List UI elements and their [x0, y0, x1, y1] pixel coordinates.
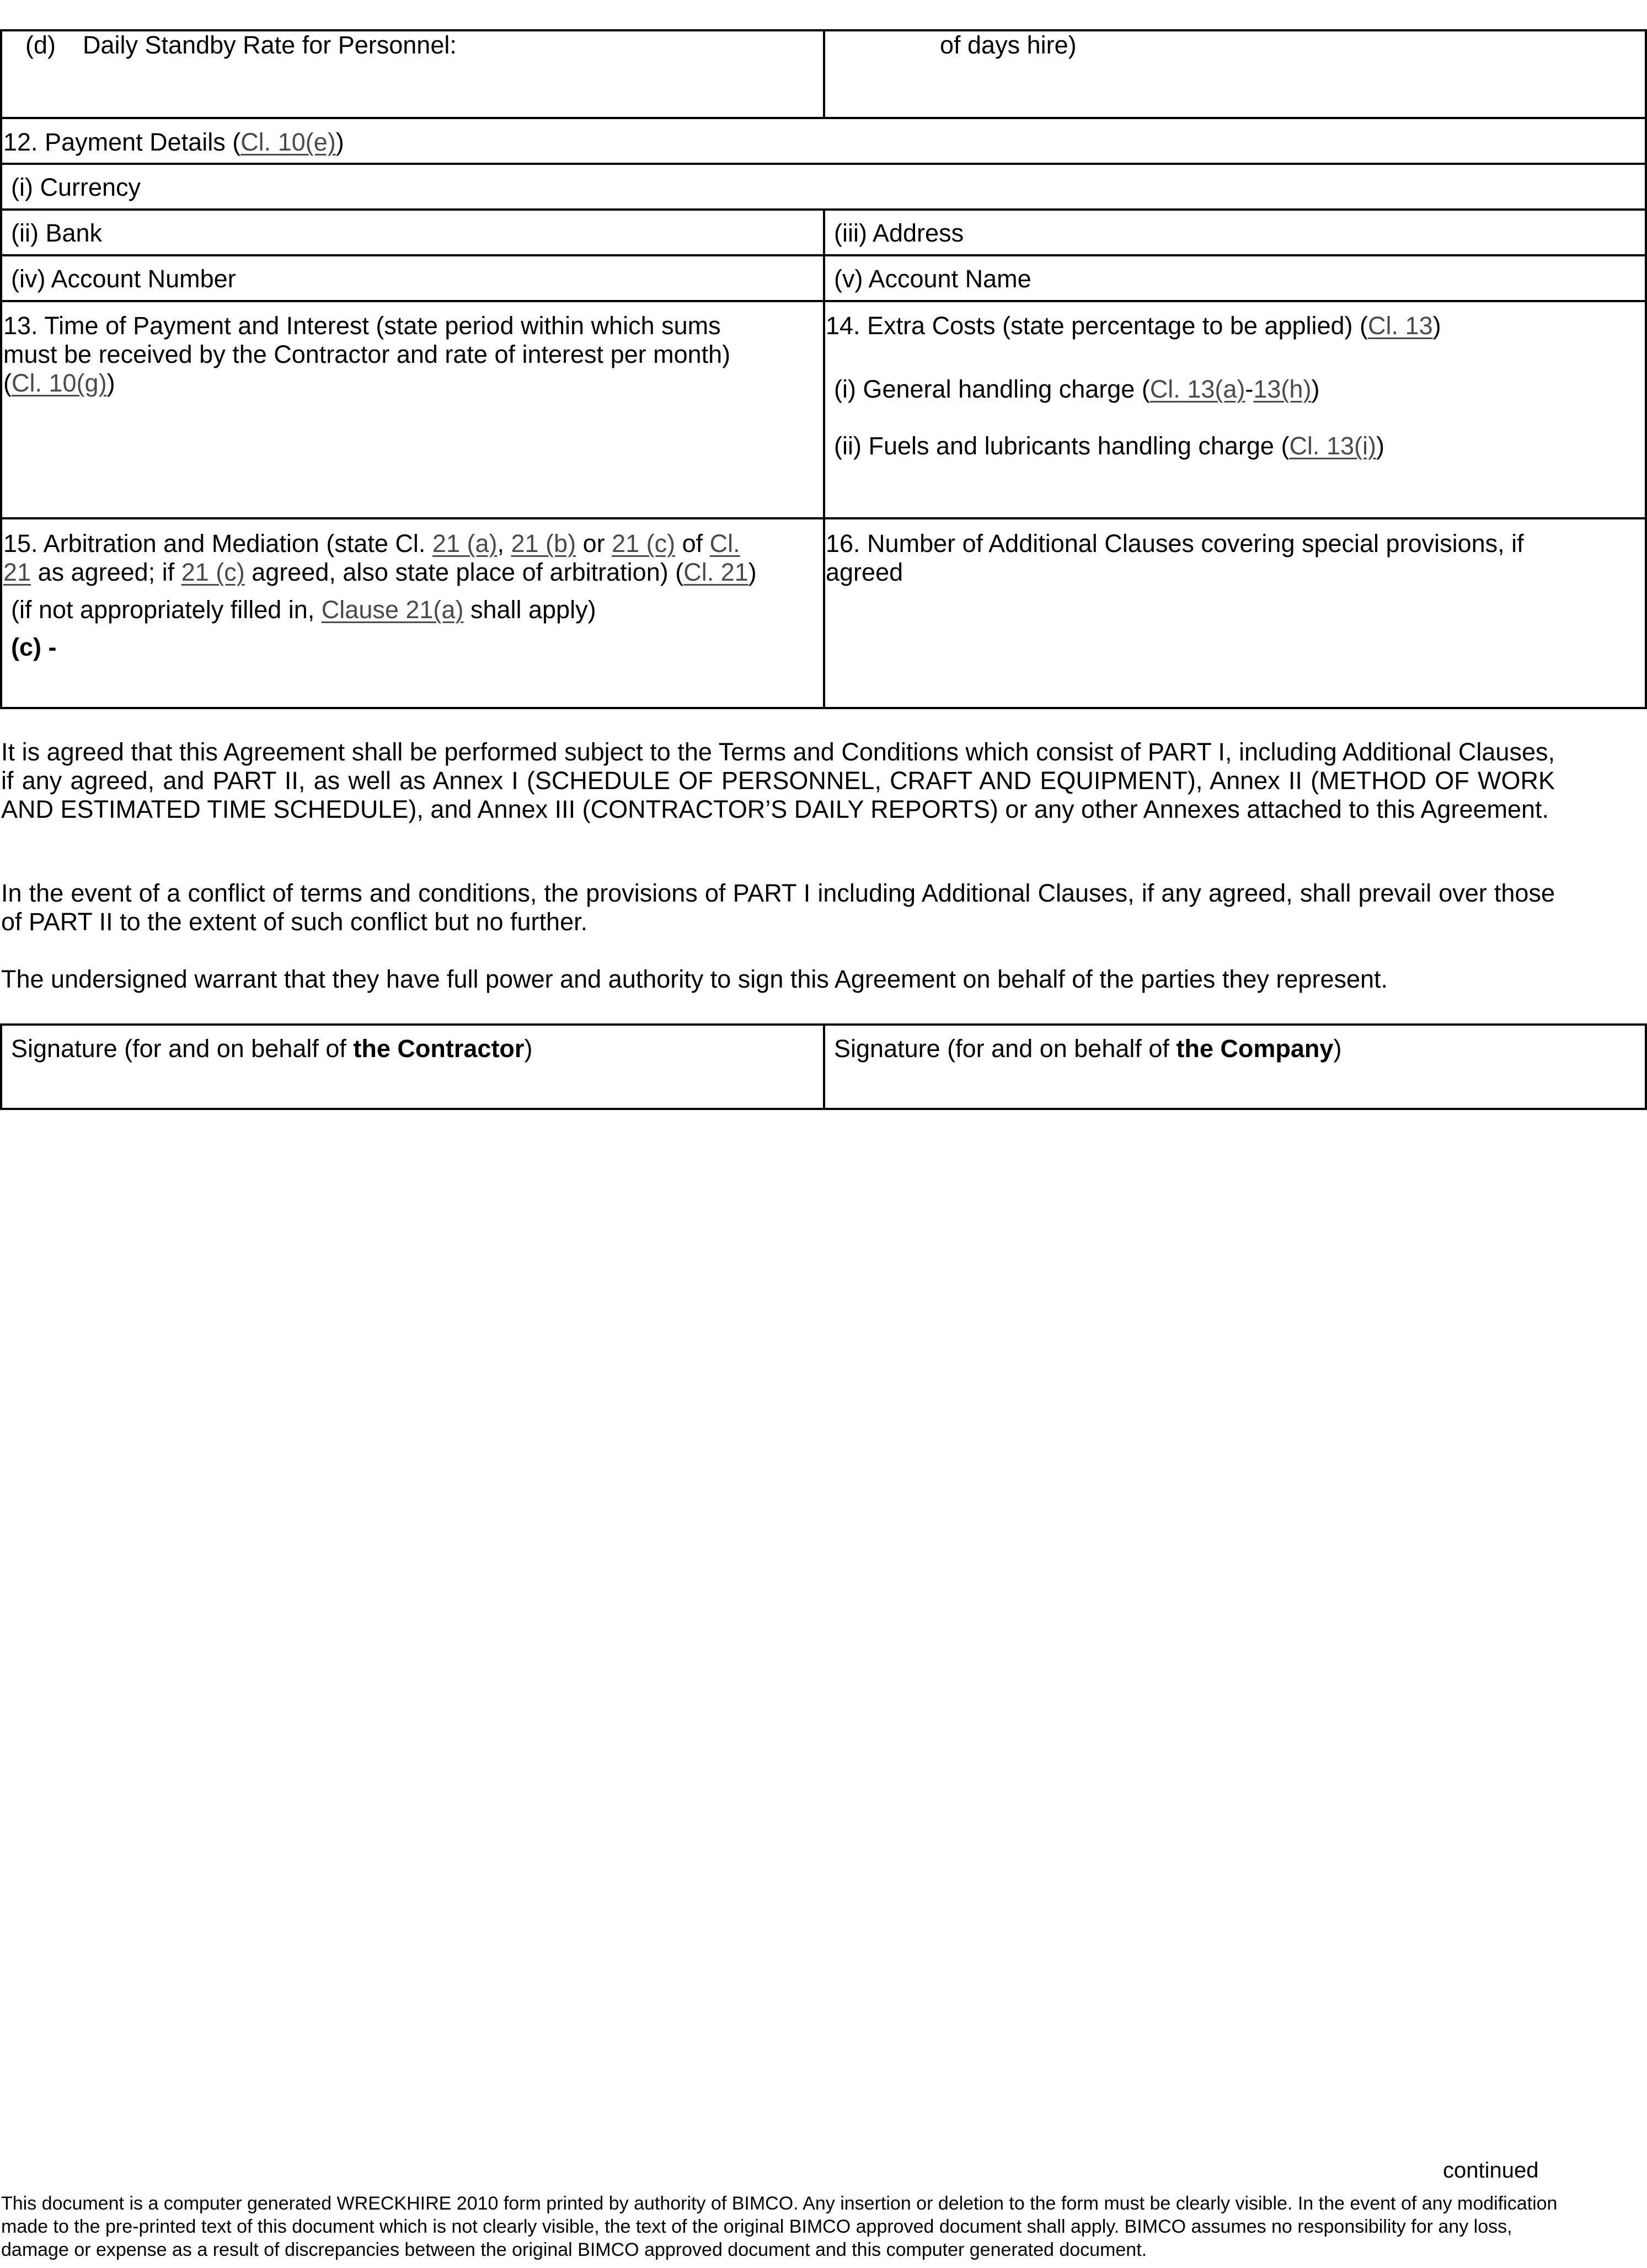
box14-clause-link[interactable]: Cl. 13	[1368, 312, 1433, 340]
authority-paragraph: The undersigned warrant that they have full power and authority to sign this Agreement on behalf of the parties they represent.	[1, 965, 1388, 993]
footer-line-3: damage or expense as a result of discrepancies between the original BIMCO approved document and this computer generated document.	[1, 2239, 1147, 2260]
footer-line-1: This document is a computer generated WRECKHIRE 2010 form printed by authority of BIMCO. Any insertion or deletion to the form must be clearly visible. In the event of any modification	[1, 2193, 1558, 2214]
clause-21-link-part1[interactable]: Cl.	[709, 529, 740, 557]
box13-line2: must be received by the Contractor and rate of interest per month)	[3, 340, 731, 368]
agreement-paragraph: It is agreed that this Agreement shall be performed subject to the Terms and Conditions which consist of PART I, including Additional Clauses, if any agreed, and PART II, as well as Annex I (SCHEDULE OF PERSONNEL, CRAFT AND EQUIPMENT), Annex II (METHOD OF WORK AND ESTIMATED TIME SCHEDULE), and Annex III (CONTRACTOR’S DAILY REPORTS) or any other Annexes attached to this Agreement.	[1, 738, 1555, 823]
box16-line2: agreed	[826, 558, 903, 586]
footer-line-2: made to the pre-printed text of this document which is not clearly visible, the text of the original BIMCO approved document shall apply. BIMCO assumes no responsibility for any loss,	[1, 2216, 1512, 2237]
clause-21a-link[interactable]: 21 (a)	[432, 529, 498, 557]
address-label: (iii) Address	[834, 219, 964, 247]
conflict-paragraph: In the event of a conflict of terms and conditions, the provisions of PART I including Additional Clauses, if any agreed, shall prevail over those of PART II to the extent of such conflict but no further.	[1, 879, 1555, 936]
box14-clause-13i-link[interactable]: Cl. 13(i)	[1289, 432, 1376, 460]
box14-clause-13h-link[interactable]: 13(h)	[1253, 375, 1312, 403]
box15-line1: 15. Arbitration and Mediation (state Cl. 21 (a), 21 (b) or 21 (c) of Cl.	[3, 529, 740, 557]
box15-value: (c) -	[11, 633, 57, 661]
days-hire-text: of days hire)	[940, 31, 1077, 59]
box14-general-handling: (i) General handling charge (Cl. 13(a)-13(h))	[834, 375, 1320, 403]
account-number-label: (iv) Account Number	[11, 265, 236, 293]
clause-21b-link[interactable]: 21 (b)	[511, 529, 576, 557]
account-name-label: (v) Account Name	[834, 265, 1031, 293]
box12-title: 12. Payment Details (Cl. 10(e))	[3, 128, 344, 156]
box16-line1: 16. Number of Additional Clauses covering special provisions, if	[826, 529, 1524, 557]
box12-bank-cell	[0, 208, 825, 256]
signature-company-label: Signature (for and on behalf of the Company)	[834, 1034, 1342, 1063]
box14-clause-13a-link[interactable]: Cl. 13(a)	[1149, 375, 1245, 403]
box13-line1: 13. Time of Payment and Interest (state period within which sums	[3, 312, 721, 340]
clause-21-link-2[interactable]: Cl. 21	[683, 558, 748, 586]
standby-label: Daily Standby Rate for Personnel:	[83, 31, 457, 59]
standby-letter: (d)	[25, 31, 56, 59]
box14-fuel-handling: (ii) Fuels and lubricants handling charge (Cl. 13(i))	[834, 432, 1384, 460]
clause-21c-link[interactable]: 21 (c)	[612, 529, 676, 557]
bank-label: (ii) Bank	[11, 219, 103, 247]
box13-clause-link[interactable]: Cl. 10(g)	[12, 369, 107, 397]
box15-line3: (if not appropriately filled in, Clause 21(a) shall apply)	[11, 596, 596, 624]
clause-21a-link-2[interactable]: Clause 21(a)	[321, 596, 464, 624]
box14-title: 14. Extra Costs (state percentage to be applied) (Cl. 13)	[826, 312, 1441, 340]
box12-clause-link[interactable]: Cl. 10(e)	[240, 128, 336, 156]
clause-21c-link-2[interactable]: 21 (c)	[181, 558, 245, 586]
clause-21-link-part2[interactable]: 21	[3, 558, 31, 586]
box12-currency-row	[0, 163, 1647, 211]
signature-contractor-label: Signature (for and on behalf of the Contractor)	[11, 1034, 533, 1063]
continued-label: continued	[1443, 2158, 1539, 2183]
box13-line3: (Cl. 10(g))	[3, 369, 115, 397]
box15-line2: 21 as agreed; if 21 (c) agreed, also state place of arbitration) (Cl. 21)	[3, 558, 757, 586]
currency-label: (i) Currency	[11, 173, 141, 201]
